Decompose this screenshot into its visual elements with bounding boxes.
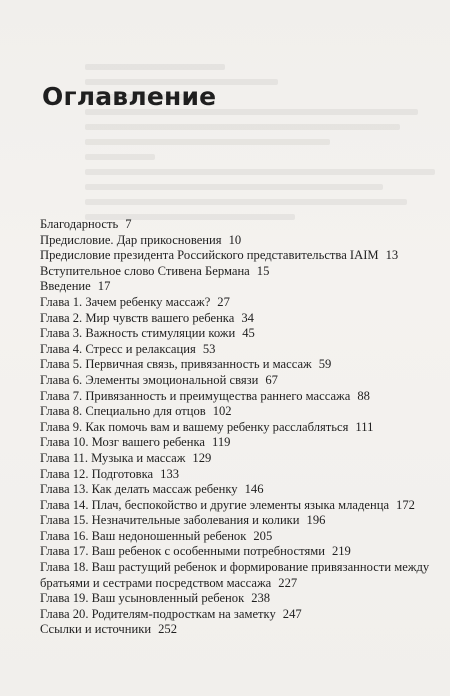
toc-entry-title: Предисловие. Дар прикосновения [40,232,222,247]
toc-page-number: 252 [158,622,177,637]
toc-page-number: 219 [331,544,351,559]
toc-entry [40,373,435,389]
toc-page-number: 27 [217,294,230,309]
toc-entry-title: Глава 2. Мир чувств вашего ребенка [40,310,235,325]
toc-entry [40,357,435,373]
toc-entry-title: Глава 7. Привязанность и преимущества раннего массажа [40,388,351,403]
toc-entry-title: Глава 11. Музыка и массаж [40,450,186,465]
toc-page-number: 133 [160,466,180,481]
toc-page-number: 111 [355,419,374,434]
toc-entry [40,404,435,420]
toc-page-number: 129 [192,450,212,465]
toc-entry [40,591,435,607]
toc-entry-title: Глава 14. Плач, беспокойство и другие элементы языка младенца [40,497,390,512]
toc-entry [40,529,435,545]
toc-entry-title: Глава 1. Зачем ребенку массаж? [40,294,211,309]
toc-page-number: 88 [357,388,370,403]
toc-page-number: 247 [282,606,302,621]
toc-page-number: 13 [385,248,399,263]
toc-page-number: 15 [256,263,270,278]
toc-entry-title: Вступительное слово Стивена Бермана [40,263,250,278]
toc-entry-title: Глава 17. Ваш ребенок с особенными потребностями [40,544,325,559]
toc-entry-title: Глава 5. Первичная связь, привязанность и массаж [40,357,312,372]
toc-entry [40,295,435,311]
toc-entry [40,560,435,591]
toc-entry [40,326,435,342]
toc-entry-title: Глава 16. Ваш недоношенный ребенок [40,528,247,543]
toc-page-number: 53 [202,341,216,356]
toc-page-number: 17 [97,279,111,294]
toc-entry-title: Глава 20. Родителям-подросткам на заметку [40,606,276,621]
toc-entry-title: Глава 18. Ваш растущий ребенок и формирование привязанности между братьями и сестрами посредством массажа [40,560,430,590]
toc-page-number: 227 [278,575,298,590]
toc-page-number: 59 [318,357,332,372]
page-title: Оглавление [42,82,217,111]
toc-entry [40,607,435,623]
toc-entry [40,420,435,436]
toc-entry-title: Глава 19. Ваш усыновленный ребенок [40,591,245,606]
toc-page-number: 7 [125,217,132,231]
toc-entry [40,498,435,514]
toc-entry-title: Глава 8. Специально для отцов [40,404,206,419]
toc-entry-title: Глава 15. Незначительные заболевания и колики [40,513,300,528]
toc-entry [40,513,435,529]
toc-page-number: 10 [228,232,242,247]
toc-entry [40,622,435,638]
toc-entry-title: Глава 13. Как делать массаж ребенку [40,482,238,497]
toc-entry [40,482,435,498]
toc-entry [40,264,435,280]
toc-page-number: 146 [244,482,264,497]
toc-entry [40,435,435,451]
toc-page-number: 172 [396,497,415,512]
toc-page-number: 238 [251,591,271,606]
toc-page-number: 205 [253,528,273,543]
toc-page-number: 34 [241,310,254,325]
toc-entry-title: Ссылки и источники [40,622,152,637]
toc-entry [40,217,435,233]
toc-entry-title: Предисловие президента Российского представительства IAIM [40,248,379,263]
toc-page-number: 45 [242,326,255,341]
toc-entry-title: Глава 6. Элементы эмоциональной связи [40,372,259,387]
table-of-contents [40,217,435,638]
toc-page-number: 119 [212,435,231,450]
toc-entry-title: Глава 12. Подготовка [40,466,154,481]
toc-entry-title: Благодарность [40,217,119,231]
toc-entry-title: Введение [40,279,91,294]
toc-entry [40,544,435,560]
toc-entry [40,233,435,249]
toc-page-number: 102 [212,404,232,419]
toc-entry [40,311,435,327]
toc-page-number: 67 [265,372,278,387]
toc-entry [40,342,435,358]
toc-entry [40,451,435,467]
toc-entry-title: Глава 3. Важность стимуляции кожи [40,326,236,341]
toc-entry [40,248,435,264]
toc-entry [40,467,435,483]
toc-entry-title: Глава 4. Стресс и релаксация [40,341,196,356]
toc-entry [40,389,435,405]
toc-entry [40,279,435,295]
toc-entry-title: Глава 9. Как помочь вам и вашему ребенку расслабляться [40,419,349,434]
toc-page-number: 196 [306,513,326,528]
toc-entry-title: Глава 10. Мозг вашего ребенка [40,435,206,450]
